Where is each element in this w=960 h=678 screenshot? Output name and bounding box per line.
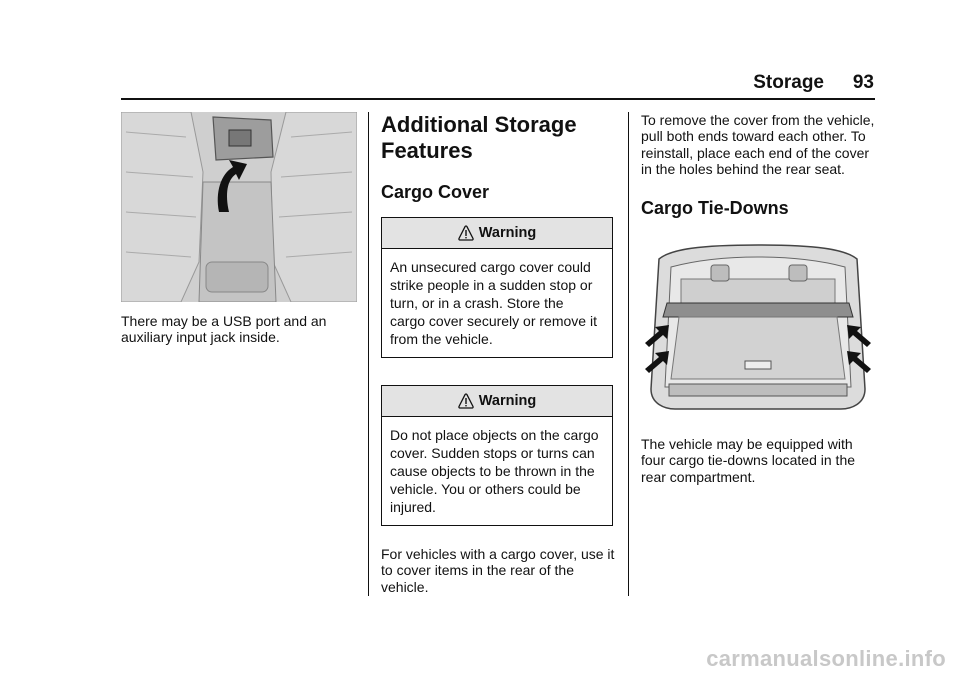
header-rule [121, 98, 875, 100]
tie-downs-heading: Cargo Tie-Downs [641, 198, 789, 219]
cargo-cover-paragraph: For vehicles with a cargo cover, use it to cover items in the rear of the vehicle. [381, 546, 615, 595]
center-console-illustration [121, 112, 357, 302]
cargo-area-illustration [641, 239, 875, 419]
tie-downs-caption: The vehicle may be equipped with four cargo tie-downs located in the rear compartment. [641, 436, 856, 485]
left-column [121, 112, 357, 346]
middle-column [381, 112, 615, 595]
right-column [641, 112, 875, 485]
warning-box [381, 385, 613, 526]
warning-header [382, 386, 612, 417]
warning-box [381, 217, 613, 358]
warning-triangle-icon [458, 393, 474, 409]
warning-triangle-icon [458, 225, 474, 241]
section-heading: Additional Storage Features [381, 112, 577, 163]
warning-text: Do not place objects on the cargo cover. Sudden stops or turns can cause objects to be thrown in the vehicle. You or others could be injured. [390, 427, 599, 515]
column-divider [368, 112, 369, 596]
cargo-cover-heading: Cargo Cover [381, 182, 490, 202]
section-title: Storage [753, 72, 824, 93]
page-number: 93 [852, 72, 874, 93]
warning-text: An unsecured cargo cover could strike people in a sudden stop or turn, or in a crash. Store the cargo cover securely or remove it from the vehicle. [390, 259, 597, 347]
page-header [120, 72, 874, 98]
warning-label: Warning [478, 224, 537, 241]
remove-cover-paragraph: To remove the cover from the vehicle, pull both ends toward each other. To reinstall, place each end of the cover in the holes behind the rear seat. [641, 112, 875, 177]
watermark: carmanualsonline.info [706, 646, 946, 671]
warning-header [382, 218, 612, 249]
warning-label: Warning [478, 392, 537, 409]
usb-caption: There may be a USB port and an auxiliary input jack inside. [121, 313, 327, 346]
column-divider [628, 112, 629, 596]
